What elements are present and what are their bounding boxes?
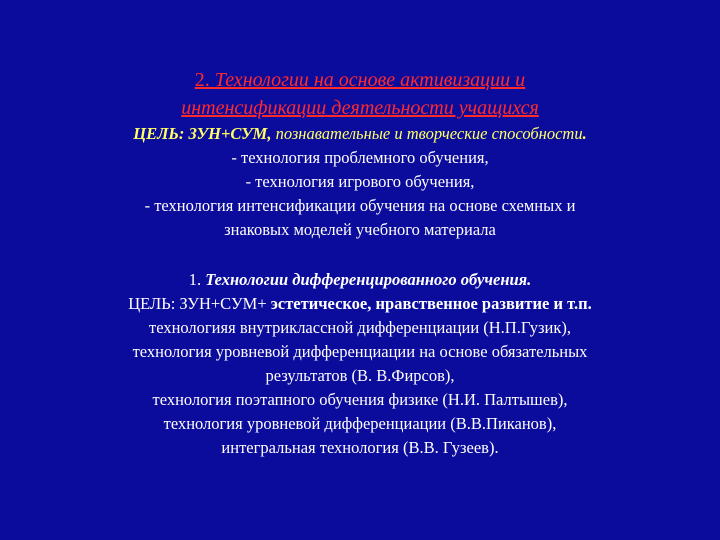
- section2: [40, 268, 680, 460]
- section1-item: - технология интенсификации обучения на основе схемных и: [144, 196, 576, 215]
- section1-goal-rest: познавательные и творческие способности: [275, 124, 583, 143]
- section2-item: технология уровневой дифференциации на основе обязательных: [132, 342, 588, 361]
- section1-goal-end: .: [582, 124, 587, 143]
- section1-item: - технология проблемного обучения,: [231, 148, 489, 167]
- section1-title: [40, 66, 680, 94]
- section1-item: - технология игрового обучения,: [245, 172, 475, 191]
- section1-goal: [40, 122, 680, 146]
- section2-goal-prefix: ЦЕЛЬ: ЗУН+СУМ+: [128, 294, 271, 313]
- section1-goal-prefix: ЦЕЛЬ: ЗУН+СУМ,: [133, 124, 276, 143]
- section1-item: знаковых моделей учебного материала: [224, 220, 496, 239]
- slide-content: [40, 66, 680, 460]
- section-spacer: [40, 242, 680, 268]
- section2-item: результатов (В. В.Фирсов),: [265, 366, 455, 385]
- section1-title-number: 2.: [194, 69, 215, 91]
- section2-item: технология уровневой дифференциации (В.В.Пиканов),: [163, 414, 557, 433]
- section2-title-text: Технологии дифференцированного обучения.: [205, 270, 532, 289]
- section1-title-line2: интенсификации деятельности учащихся: [181, 97, 539, 119]
- section2-goal: [40, 292, 680, 316]
- section2-title-number: 1.: [188, 270, 206, 289]
- section2-item: технологияя внутриклассной дифференциации (Н.П.Гузик),: [149, 318, 571, 337]
- section2-goal-rest: эстетическое, нравственное развитие и т.п.: [270, 294, 592, 313]
- section2-item: интегральная технология (В.В. Гузеев).: [221, 438, 499, 457]
- section2-title: [40, 268, 680, 292]
- section1-title-line1: Технологии на основе активизации и: [214, 69, 526, 91]
- section2-item: технология поэтапного обучения физике (Н.И. Палтышев),: [152, 390, 568, 409]
